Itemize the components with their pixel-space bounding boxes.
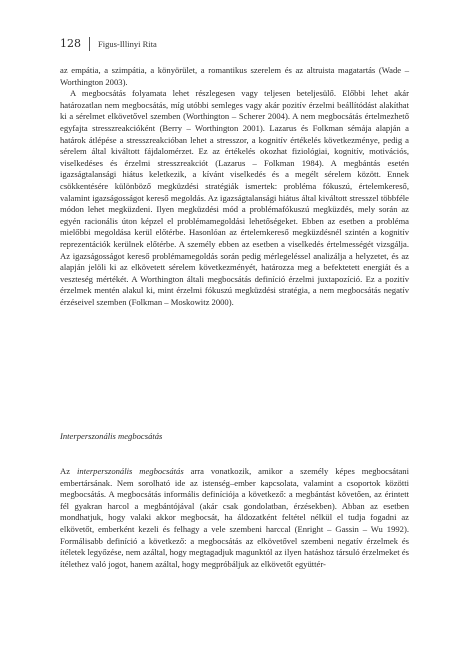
section-title: Interperszonális megbocsátás — [60, 431, 163, 441]
paragraph — [60, 466, 409, 570]
running-head: Figus-Illinyi Rita — [98, 39, 157, 49]
page-number: 128 — [60, 37, 90, 51]
main-text — [60, 65, 409, 308]
paragraph-rest: arra vonatkozik, amikor a személy képes megbocsátani embertársának. Nem sorolható ide az istenség–ember kapcsolata, valamint a csoportok közötti megbocsátás. A megbocsátás informális definíciója a következő: a megbántást követően, az érintett fél gyakran harcol a megbántójával (akár csak gondolatban, érzésekben). Abban az esetben mondhatjuk, hogy valaki akkor megbocsát, ha áldozatként feltétel nélkül el tudja fogadni az elkövetőt, emberként kezeli és felhagy a vele szembeni harccal (Enright – Gassin – Wu 1992). Formálisabb definíció a következő: a megbocsátás az elkövetővel szembeni negatív érzelmek és ítéletek legyőzése, nem azáltal, hogy megtagadjuk magunktól az ilyen hatáshoz társuló érzelmeket és ítélethez való jogot, hanem azáltal, hogy megpróbáljuk az elkövetőt együttér- — [60, 466, 409, 569]
italic-term: interperszonális megbocsátás — [76, 466, 184, 476]
paragraph: az empátia, a szimpátia, a könyörület, a romantikus szerelem és az altruista magatartás (Wade – Worthington 2003). — [60, 65, 409, 87]
paragraph-prefix: Az — [60, 466, 77, 476]
page-header — [60, 36, 157, 52]
section-text — [60, 466, 409, 570]
paragraph: A megbocsátás folyamata lehet részlegesen vagy teljesen beteljesülő. Előbbi lehet akár határozatlan nem megbocsátás, míg utóbbi semleges vagy akár pozitív érzelmi beállítódást alakíthat ki a sérelmet elkövetővel szemben (Worthington – Scherer 2004). A nem megbocsátás értelmezhető egyfajta stresszreakcióként (Berry – Worthington 2001). Lazarus és Folkman sémája alapján a határok átlépése a stresszreakcióban lehet a stresszor, a kognitív értékelés következménye, pedig a sérelem által kiváltott fájdalomérzet. Ez az értékelés okozhat fiziológiai, kognitív, motivációs, viselkedéses és érzelmi stresszreakciót (Lazarus – Folkman 1984). A megbántás esetén igazságtalansági hiátus keletkezik, a kívánt viselkedés és a megélt sérelem között. Ennek csökkentésére különböző megküzdési stratégiák ismertek: probléma fókuszú, értelemkereső, valamint igazságosságot kereső megoldás. Az igazságtalansági hiátus által kiváltott stresszel többféle módon lehet megküzdeni. Ilyen megküzdési mód a problémafókuszú megküzdés, mely során az egyén racionális úton képzel el problémamegoldási lehetőségeket. Ebben az esetben a probléma mielőbbi megoldása kerül előtérbe. Hasonlóan az értelemkereső megküzdésnél szintén a kognitív reprezentációk kerülnek előtérbe. A személy ebben az esetben a viselkedés értelmességét vizsgálja. Az igazságosságot kereső problémamegoldás során pedig mérlegeléssel analizálja a helyzetet, és az alapján jelöli ki az elkövetett sérelem következményét, határozza meg a befektetett energiát és a veszteség mértékét. A Worthington általi megbocsátás definíció érzelmi juxtapozíció. Ez a pozitív érzelmek mentén alakul ki, mint érzelmi fókuszú megküzdési stratégia, a nem megbocsátás negatív érzéseivel szemben (Folkman – Moskowitz 2000). — [60, 88, 409, 307]
